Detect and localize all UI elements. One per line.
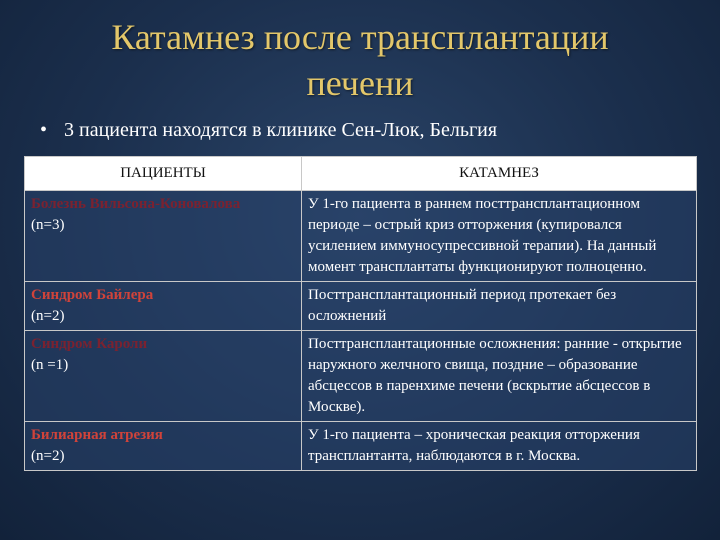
follow-up-cell: У 1-го пациента – хроническая реакция отторжения трансплантанта, наблюдаются в г. Москва. (302, 422, 697, 471)
patient-diagnosis: Синдром Байлера (31, 287, 154, 303)
patient-count: (n=2) (31, 448, 65, 464)
patient-count: (n=2) (31, 308, 65, 324)
bullet-text: 3 пациента находятся в клинике Сен-Люк, Бельгия (64, 119, 498, 141)
table-row (25, 191, 697, 282)
follow-up-table (24, 156, 697, 471)
patient-diagnosis: Синдром Кароли (31, 336, 148, 352)
patient-cell (25, 191, 302, 282)
patient-cell (25, 331, 302, 422)
patient-cell (25, 422, 302, 471)
slide-title (0, 14, 720, 106)
header-follow-up: КАТАМНЕЗ (302, 157, 697, 191)
patient-count: (n =1) (31, 357, 69, 373)
bullet-icon: • (40, 119, 48, 141)
patient-diagnosis: Билиарная атрезия (31, 427, 163, 443)
patient-cell (25, 282, 302, 331)
slide-title-line-1: Катамнез после трансплантации (111, 17, 609, 57)
table-row (25, 331, 697, 422)
table-row (25, 422, 697, 471)
table-row (25, 282, 697, 331)
table-header-row (25, 157, 697, 191)
follow-up-cell: У 1-го пациента в раннем посттрансплантационном периоде – острый криз отторжения (купировался усилением иммуносупрессивной терапии). На данный момент трансплантаты функционируют полноценно. (302, 191, 697, 282)
follow-up-cell: Посттрансплантационные осложнения: ранние - открытие наружного желчного свища, поздние – образование абсцессов в паренхиме печени (вскрытие абсцессов в Москве). (302, 331, 697, 422)
follow-up-cell: Посттрансплантационный период протекает без осложнений (302, 282, 697, 331)
bullet-item (40, 116, 497, 144)
patient-diagnosis: Болезнь Вильсона-Коновалова (31, 196, 241, 212)
header-patients: ПАЦИЕНТЫ (25, 157, 302, 191)
patient-count: (n=3) (31, 217, 65, 233)
slide-title-line-2: печени (306, 63, 414, 103)
